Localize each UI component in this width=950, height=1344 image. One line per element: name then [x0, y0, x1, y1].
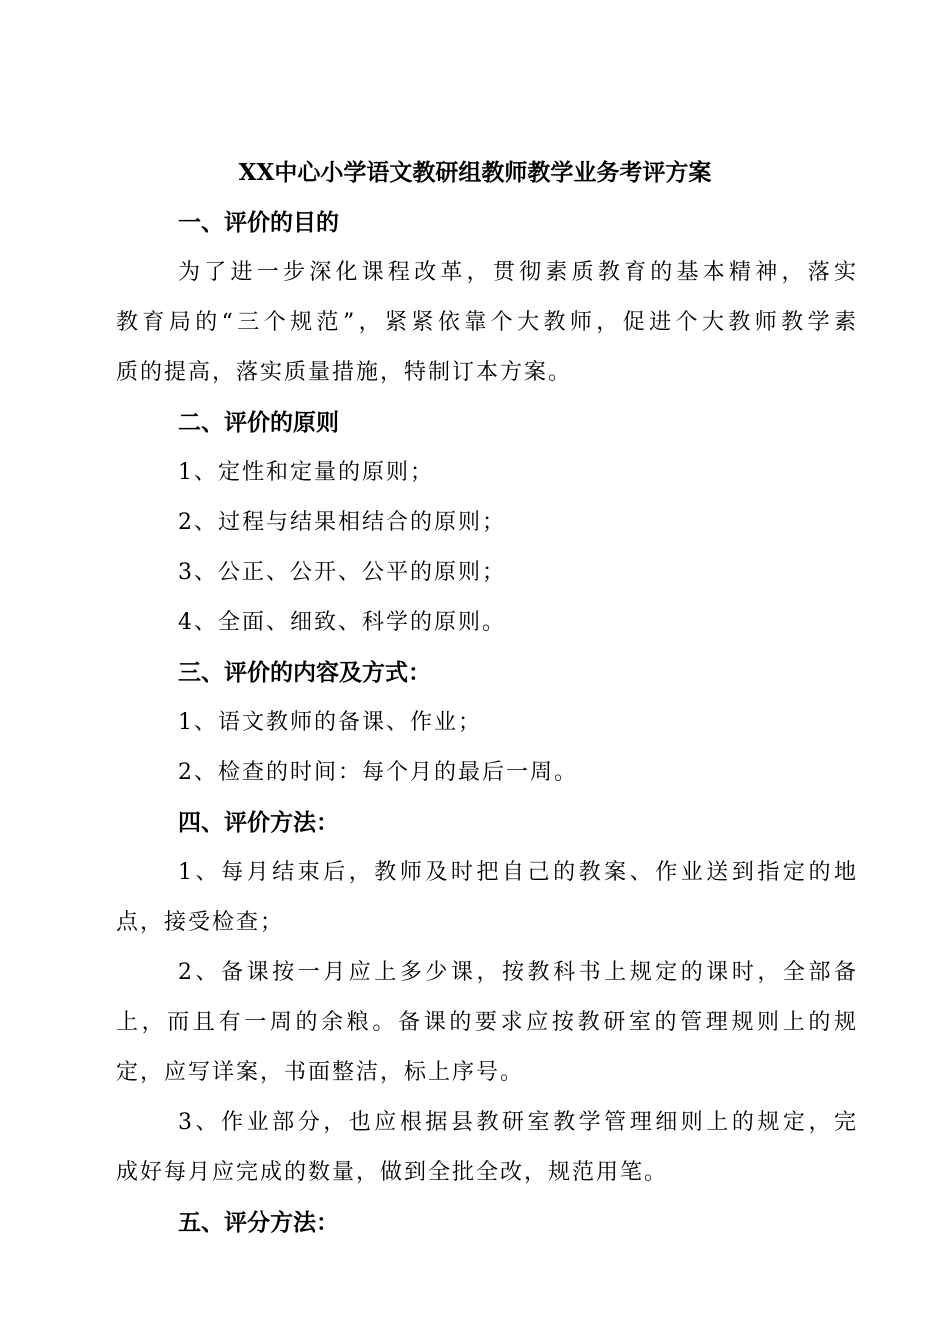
list-item: 2、过程与结果相结合的原则； — [178, 510, 506, 535]
section-heading-purpose: 一、评价的目的 — [178, 209, 339, 236]
paragraph-line: 点，接受检查； — [116, 910, 285, 935]
section-heading-content: 三、评价的内容及方式： — [178, 659, 431, 686]
list-item: 2、检查的时间：每个月的最后一周。 — [178, 760, 578, 785]
list-item: 4、全面、细致、科学的原则。 — [178, 610, 506, 635]
paragraph-line: 上，而且有一周的余粮。备课的要求应按教研室的管理规则上的规 — [116, 1010, 856, 1035]
paragraph-line: 定，应写详案，书面整洁，标上序号。 — [116, 1060, 525, 1085]
section-heading-scoring: 五、评分方法： — [178, 1209, 339, 1236]
document-title: XX中心小学语文教研组教师教学业务考评方案 — [238, 159, 712, 186]
list-item: 3、公正、公开、公平的原则； — [178, 560, 506, 585]
paragraph-line: 2、备课按一月应上多少课，按教科书上规定的课时，全部备 — [178, 960, 856, 985]
paragraph-line: 3、作业部分，也应根据县教研室教学管理细则上的规定，完 — [178, 1110, 856, 1135]
list-item: 1、语文教师的备课、作业； — [178, 710, 482, 735]
paragraph-line: 1、每月结束后，教师及时把自己的教案、作业送到指定的地 — [178, 860, 856, 885]
section-heading-principles: 二、评价的原则 — [178, 409, 339, 436]
list-item: 1、定性和定量的原则； — [178, 460, 434, 485]
paragraph-line: 质的提高，落实质量措施，特制订本方案。 — [116, 360, 573, 385]
paragraph-line: 教育局的“三个规范”，紧紧依靠个大教师，促进个大教师教学素 — [116, 310, 856, 335]
paragraph-line: 成好每月应完成的数量，做到全批全改，规范用笔。 — [116, 1160, 669, 1185]
section-heading-methods: 四、评价方法： — [178, 809, 339, 836]
paragraph-line: 为了进一步深化课程改革，贯彻素质教育的基本精神，落实 — [178, 260, 856, 285]
